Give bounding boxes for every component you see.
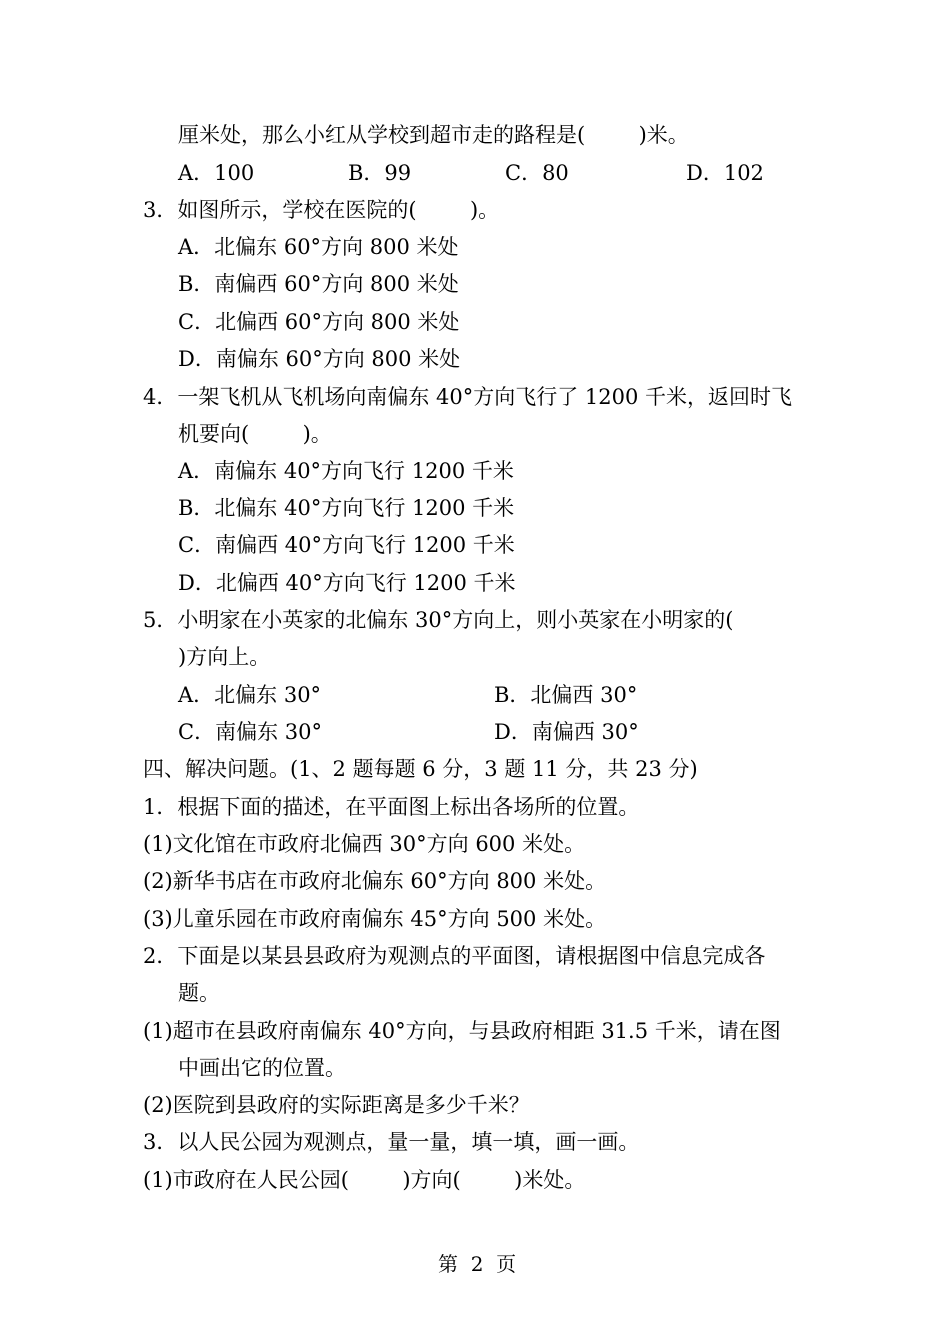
q5-option-d: D．南偏西 30° [494,720,639,744]
s4-p1-item2: (2)新华书店在市政府北偏东 60°方向 800 米处。 [143,869,607,893]
q2-option-d: D．102 [686,161,764,185]
section4-title: 四、解决问题。(1、2 题每题 6 分，3 题 11 分，共 23 分) [143,757,698,781]
q4-option-a: A．南偏东 40°方向飞行 1200 千米 [178,459,514,483]
s4-p2-stem-line2: 题。 [178,981,220,1005]
q3-option-d: D．南偏东 60°方向 800 米处 [178,347,461,371]
q2-option-a: A．100 [178,161,255,185]
q5-option-b: B．北偏西 30° [494,683,638,707]
q3-option-a: A．北偏东 60°方向 800 米处 [178,235,459,259]
s4-p2-item2: (2)医院到县政府的实际距离是多少千米？ [143,1093,530,1117]
s4-p2-item1-line1: (1)超市在县政府南偏东 40°方向，与县政府相距 31.5 千米，请在图 [143,1019,781,1043]
q3-stem: 3．如图所示，学校在医院的( )。 [143,198,500,222]
q4-option-d: D．北偏西 40°方向飞行 1200 千米 [178,571,516,595]
s4-p2-item1-line2: 中画出它的位置。 [178,1056,346,1080]
q2-option-c: C．80 [505,161,569,185]
q5-option-c: C．南偏东 30° [178,720,322,744]
s4-p1-item1: (1)文化馆在市政府北偏西 30°方向 600 米处。 [143,832,586,856]
q5-stem-line2: )方向上。 [178,645,271,669]
q3-option-b: B．南偏西 60°方向 800 米处 [178,272,459,296]
q5-option-a: A．北偏东 30° [178,683,322,707]
q4-stem-line1: 4．一架飞机从飞机场向南偏东 40°方向飞行了 1200 千米，返回时飞 [143,385,793,409]
q4-option-c: C．南偏西 40°方向飞行 1200 千米 [178,533,515,557]
page-number: 第 2 页 [438,1252,517,1276]
q4-stem-line2: 机要向( )。 [178,422,332,446]
s4-p1-stem: 1．根据下面的描述，在平面图上标出各场所的位置。 [143,795,640,819]
s4-p1-item3: (3)儿童乐园在市政府南偏东 45°方向 500 米处。 [143,907,607,931]
q3-option-c: C．北偏西 60°方向 800 米处 [178,310,460,334]
s4-p2-stem-line1: 2．下面是以某县县政府为观测点的平面图，请根据图中信息完成各 [143,944,766,968]
q2-option-b: B．99 [348,161,412,185]
q5-stem-line1: 5．小明家在小英家的北偏东 30°方向上，则小英家在小明家的( [143,608,734,632]
q2-stem-tail: 厘米处，那么小红从学校到超市走的路程是( )米。 [178,123,689,147]
s4-p3-item1: (1)市政府在人民公园( )方向( )米处。 [143,1168,586,1192]
q4-option-b: B．北偏东 40°方向飞行 1200 千米 [178,496,515,520]
s4-p3-stem: 3．以人民公园为观测点，量一量，填一填，画一画。 [143,1130,640,1154]
